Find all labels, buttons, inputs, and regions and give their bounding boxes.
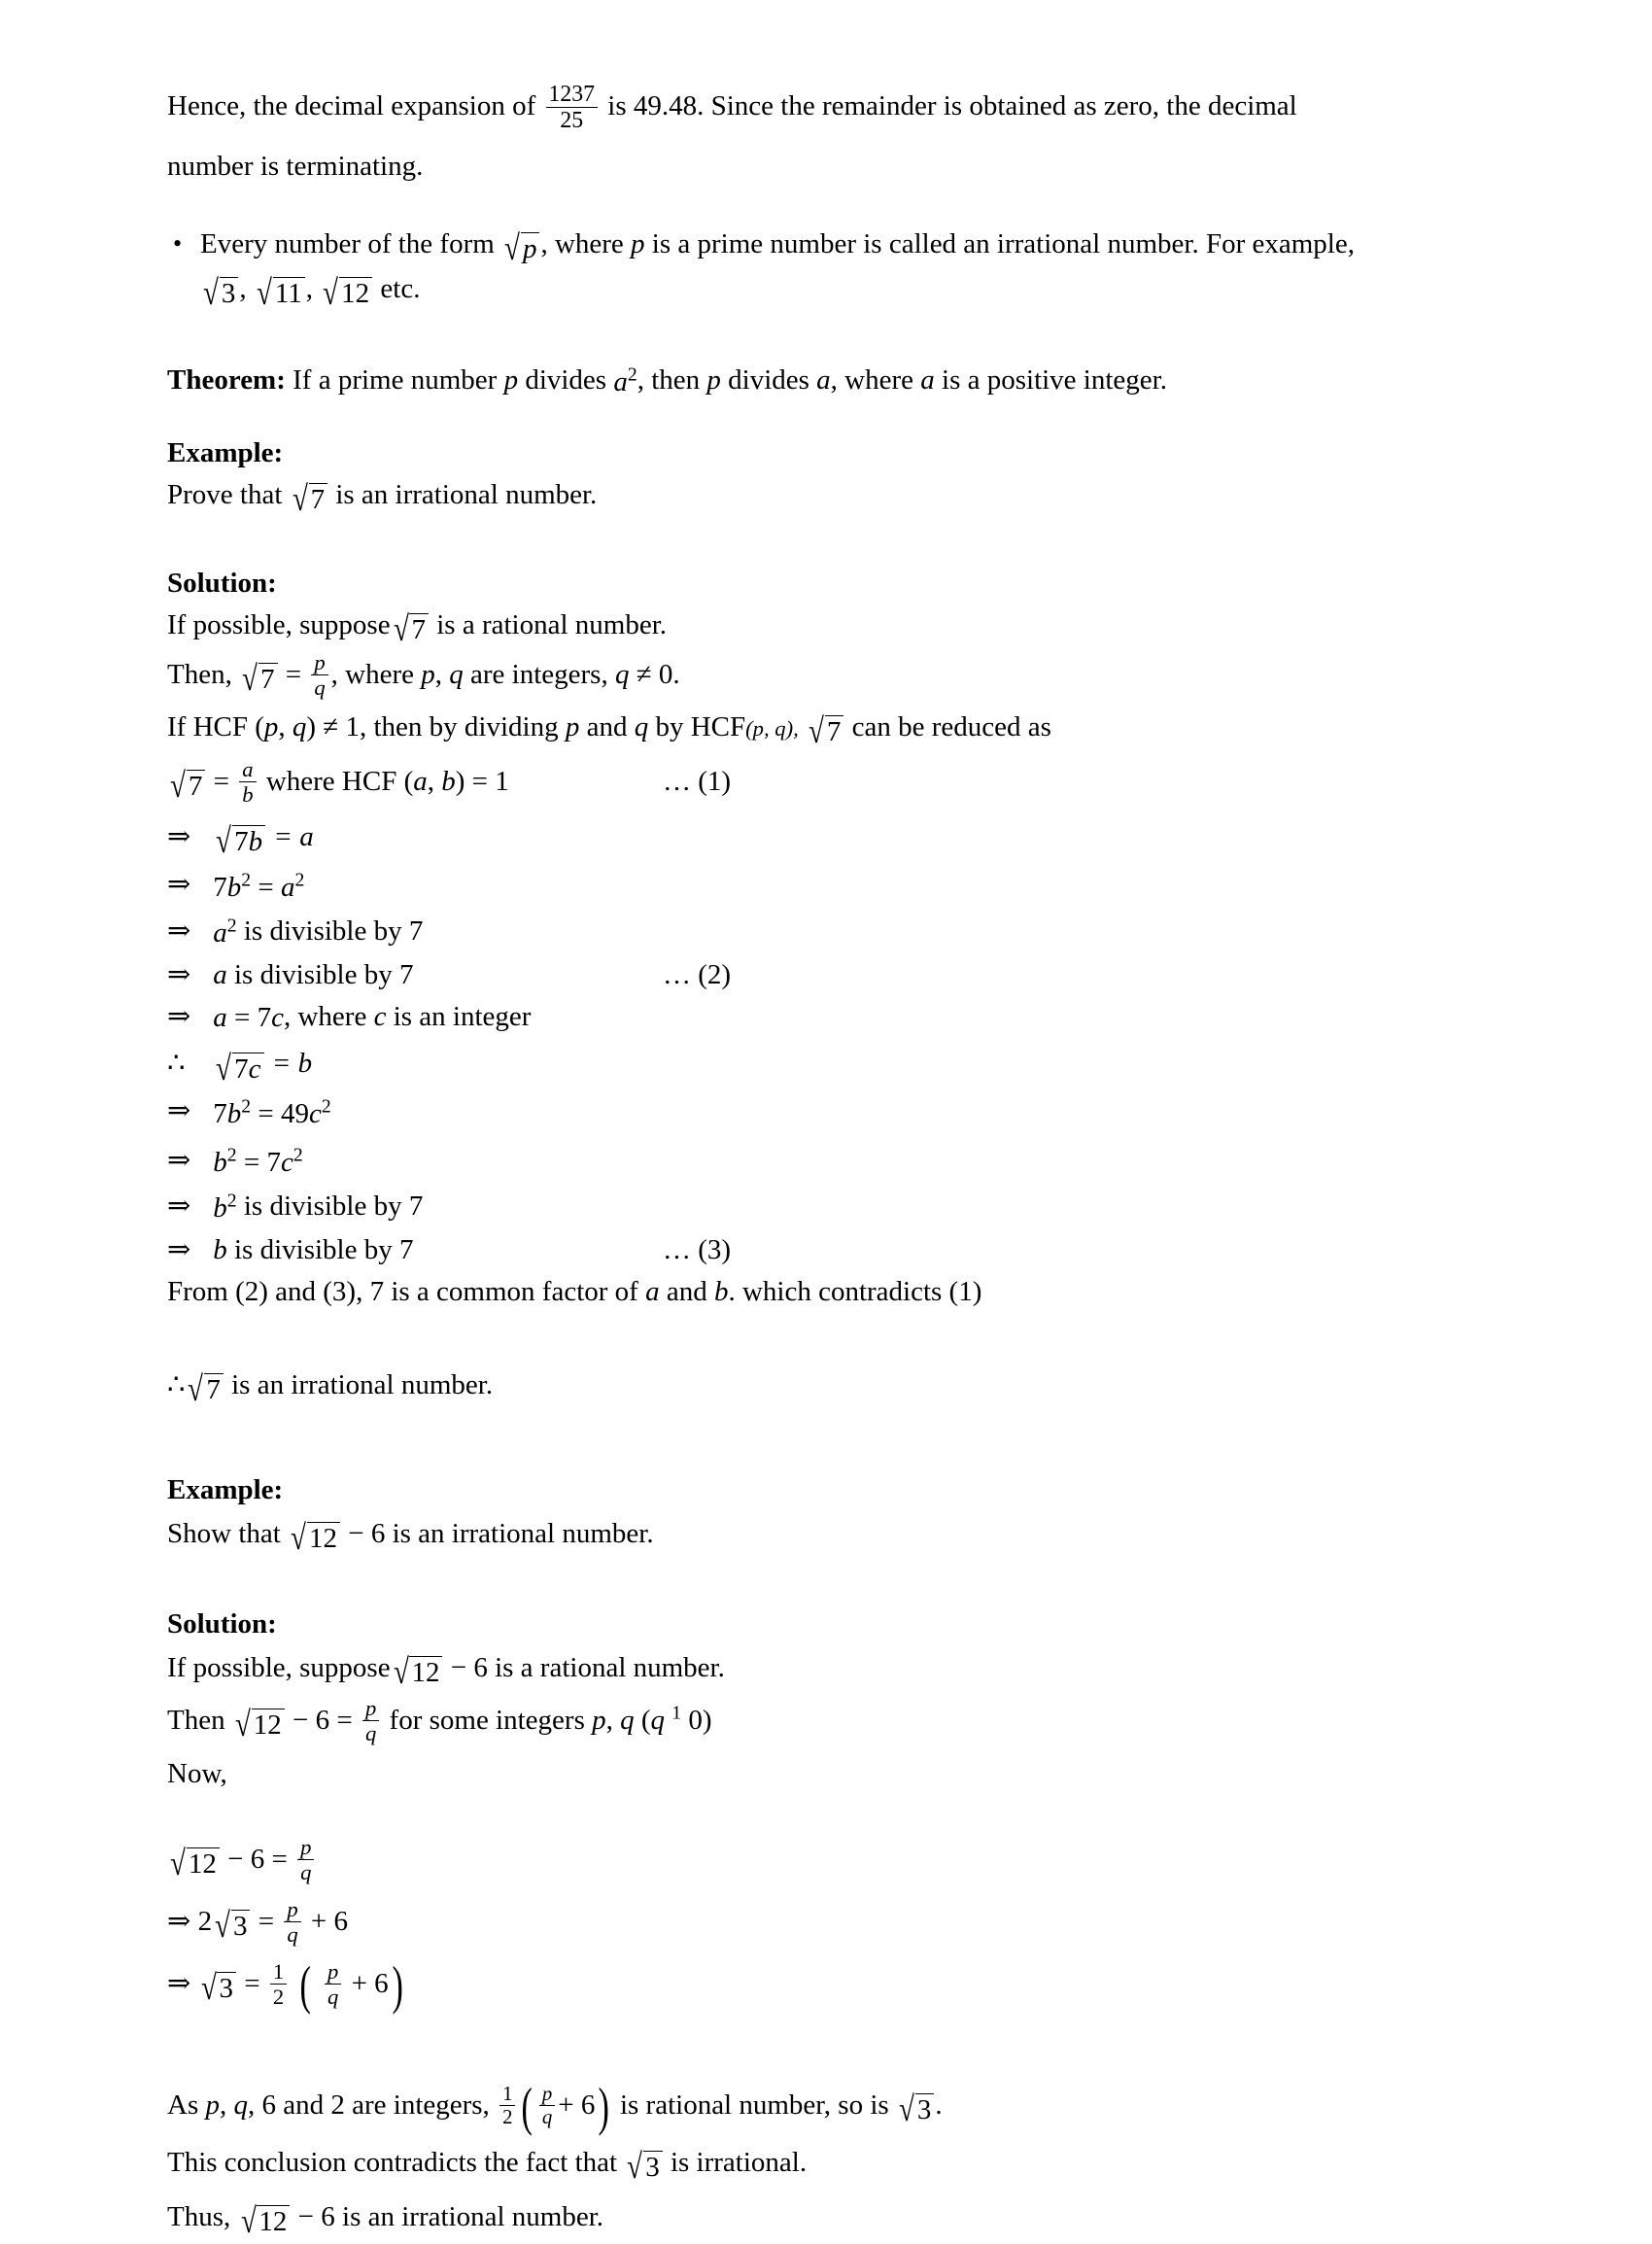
plus-six: + 6 [351, 1967, 389, 1999]
bullet-text [200, 222, 1489, 311]
example2-label: Example: [167, 1473, 284, 1505]
spacer [167, 1410, 1489, 1470]
comma-2: , [305, 273, 313, 304]
radical-sign-icon: √ [200, 1968, 217, 2008]
var-p2: p [565, 711, 580, 743]
radicand: 12 [252, 1709, 285, 1740]
final3-b: is an irrational number. [342, 2200, 604, 2232]
implies-arrow-icon: ⇒ [167, 915, 191, 947]
fraction-numerator: p [325, 1960, 341, 1985]
var-p: p [205, 2089, 220, 2121]
var-q2: q [650, 1704, 666, 1736]
radical-sign-icon: √ [256, 273, 272, 313]
var-q: q [292, 711, 307, 743]
radical-sign-icon: √ [242, 659, 258, 699]
radical-sign-icon: √ [202, 273, 219, 313]
step-b2-eq-7c2 [167, 1137, 1489, 1186]
equals-sign: = [271, 1843, 288, 1875]
radical-sign-icon: √ [188, 1369, 204, 1409]
solution2-final1 [167, 2075, 1489, 2135]
var-a: a [645, 1275, 660, 1307]
var-p: p [263, 711, 279, 743]
final1-b: , 6 and 2 are integers, [247, 2089, 490, 2121]
theorem-line [167, 358, 1489, 404]
var-q2: q [614, 659, 630, 691]
sqrt-12 [168, 1844, 220, 1883]
var-b: b [713, 1275, 729, 1307]
fraction-p-over-q [311, 651, 327, 699]
equation-tag-2: … (2) [663, 958, 732, 990]
implies-arrow-icon: ⇒ [167, 1144, 191, 1176]
solution1-label: Solution: [167, 568, 277, 600]
step-text: is divisible by 7 [234, 958, 414, 990]
equals-sign: = [258, 1905, 275, 1937]
bullet-text-a: Every number of the form [200, 228, 495, 259]
radical-sign-icon: √ [169, 1844, 186, 1883]
equation-tag-3: … (3) [663, 1233, 732, 1265]
spacer [167, 2015, 1489, 2075]
step-b-divisible [167, 1229, 1489, 1271]
intro-paragraph [167, 76, 1489, 136]
equation-b2-eq-7c2: $b^2 = 7c^2$ [213, 1144, 303, 1179]
step-text: is divisible by 7 [234, 1233, 414, 1265]
final2-a: This conclusion contradicts the fact that [167, 2146, 618, 2178]
sqrt-3 [213, 1906, 250, 1946]
fraction-denominator: 25 [560, 108, 584, 134]
solution2-line2-b: for some integers [389, 1704, 585, 1736]
final2-b: is irrational. [670, 2146, 808, 2178]
var-c: c [373, 1000, 387, 1032]
conclusion-text: is an irrational number. [231, 1368, 494, 1400]
paren-open: ( [521, 2076, 533, 2136]
paren-close: ) [598, 2076, 610, 2136]
coefficient-2: 2 [197, 1905, 213, 1937]
solution1-line2-c: are integers, [470, 659, 608, 691]
solution2-eq3 [167, 1952, 1489, 2015]
sqrt-3 [625, 2147, 662, 2187]
sqrt-11 [255, 273, 305, 313]
intro-paragraph-line2 [167, 136, 1489, 196]
spacer [167, 311, 1489, 358]
equation-7b2-eq-a2: $7b^2 = a^2$ [213, 869, 305, 903]
solution1-line2-a: Then, [167, 659, 232, 691]
radical-sign-icon: √ [216, 1048, 232, 1087]
radical-sign-icon: √ [291, 1518, 306, 1558]
implies-arrow-icon: ⇒ [167, 1000, 191, 1032]
theorem-text-a: If a prime number [293, 364, 498, 396]
radicand: 3 [217, 1972, 236, 2003]
radical-sign-icon: √ [393, 609, 409, 649]
radicand: 7 [825, 715, 844, 746]
minus-six: − 6 [297, 2200, 335, 2232]
final1-c: is rational number, so is [619, 2089, 889, 2121]
var-a: a [413, 766, 428, 798]
step-a-divisible [167, 954, 1489, 996]
comma: , [434, 659, 443, 691]
implies-arrow-icon: ⇒ [167, 869, 191, 901]
radical-sign-icon: √ [808, 711, 824, 751]
implies-arrow-icon: ⇒ [167, 821, 191, 853]
radicand: 7c [232, 1053, 263, 1084]
final1-a: As [167, 2089, 199, 2121]
theorem-text-f: is a positive integer. [942, 364, 1167, 396]
solution1-line2-b: , where [330, 659, 415, 691]
fraction-denominator: q [287, 1922, 298, 1948]
comma: , [219, 2089, 227, 2121]
equation-7b2-eq-49c2: $7b^2 = 49c^2$ [213, 1095, 331, 1129]
bullet-etc: etc. [380, 273, 421, 304]
radicand: 7 [258, 663, 278, 694]
step-text-a: , where [283, 1000, 367, 1032]
solution1-line3-d: by HCF [655, 711, 746, 743]
from-line-text: From (2) and (3), 7 is a common factor of [167, 1275, 638, 1307]
paren-close: ) [392, 1954, 403, 2015]
minus-six: − 6 [348, 1517, 386, 1549]
sqrt-7c [214, 1048, 263, 1087]
radical-sign-icon: √ [323, 273, 339, 313]
intro-line2-text: number is terminating. [167, 151, 424, 182]
radicand: 12 [187, 1847, 220, 1879]
implies-arrow-icon: ⇒ [167, 1967, 191, 1999]
comma-1: , [239, 273, 247, 304]
solution2-label: Solution: [167, 1607, 277, 1640]
and-word: and [666, 1275, 707, 1307]
equals-sign: = [285, 659, 302, 691]
bullet-text-c: is a prime number is called an irrational number. For example, [651, 228, 1355, 259]
now-text: Now, [167, 1757, 227, 1789]
radical-sign-icon: √ [240, 2201, 257, 2241]
radicand: 7 [409, 613, 429, 644]
comma: , [278, 711, 293, 743]
example1-prompt [167, 472, 1489, 517]
fraction-numerator: a [239, 758, 256, 782]
example2-prompt-a: Show that [167, 1517, 281, 1549]
radical-sign-icon: √ [393, 1652, 409, 1692]
var-q2: q [634, 711, 649, 743]
var-q: q [449, 659, 464, 691]
comma: , [605, 1704, 613, 1736]
radical-sign-icon: √ [215, 1906, 230, 1946]
sqrt-12 [289, 1518, 340, 1558]
solution1-line3 [167, 702, 1489, 754]
expr-a: a [213, 958, 227, 990]
from-2-and-3-line [167, 1271, 1489, 1313]
fraction-numerator: p [362, 1697, 379, 1721]
fraction-numerator: p [539, 2084, 555, 2106]
base: a [613, 366, 628, 398]
spacer [167, 1799, 1489, 1828]
solution1-line2 [167, 647, 1489, 702]
solution2-line1-b: is a rational number. [495, 1651, 725, 1683]
solution1-line3-a: If HCF ( [167, 711, 264, 743]
solution1-conclusion [167, 1360, 1489, 1410]
radicand: 12 [257, 2205, 290, 2236]
spacer [167, 517, 1489, 564]
equation-a-eq-7c: a = 7c [213, 1002, 284, 1034]
solution2-line1 [167, 1643, 1489, 1692]
radical-sign-icon: √ [292, 479, 308, 519]
variable-p: p [631, 228, 645, 259]
implies-arrow-icon: ⇒ [167, 1191, 191, 1223]
theorem-label: Theorem: [167, 364, 286, 396]
solution2-line1-a: If possible, suppose [167, 1651, 391, 1683]
solution2-final2 [167, 2135, 1489, 2190]
hcf-subscript: (p, q), [745, 716, 799, 742]
theorem-a-squared [613, 360, 637, 404]
radicand: 3 [915, 2093, 935, 2124]
theorem-var-a3: a [920, 364, 935, 396]
expr-b-squared: $b^2$ [213, 1190, 237, 1224]
fraction-p-over-q [325, 1960, 341, 2008]
theorem-var-p2: p [706, 364, 721, 396]
step-7b2-eq-49c2 [167, 1087, 1489, 1136]
theorem-text-c: , then [637, 364, 701, 396]
equals-sign: = [244, 1967, 260, 1999]
theorem-var-p: p [503, 364, 519, 396]
solution2-final3 [167, 2190, 1489, 2244]
sqrt-3 [201, 273, 238, 313]
radical-sign-icon: √ [898, 2089, 914, 2129]
var-p: p [421, 659, 435, 691]
solution1-line1 [167, 603, 1489, 647]
fraction-numerator: p [311, 651, 327, 675]
var-q: q [620, 1704, 635, 1736]
bullet-marker: • [173, 229, 183, 258]
intro-text-after: is 49.48. Since the remainder is obtained as zero, the decimal [607, 90, 1297, 121]
fraction-numerator: p [284, 1898, 300, 1922]
sqrt-7 [291, 479, 327, 519]
step-text: is divisible by 7 [243, 915, 424, 947]
var-q: q [233, 2089, 248, 2121]
fraction-denominator: 2 [272, 1985, 285, 2010]
fraction-denominator: q [364, 1721, 377, 1746]
solution1-line3-e: can be reduced as [851, 711, 1051, 743]
final3-a: Thus, [167, 2200, 231, 2232]
sqrt-7 [240, 659, 277, 699]
exponent: 2 [627, 363, 637, 386]
sqrt-3 [199, 1968, 236, 2008]
minus-six: − 6 [293, 1704, 330, 1736]
radical-sign-icon: √ [234, 1705, 251, 1744]
document-content [167, 76, 1489, 2244]
solution1-line1-b: is a rational number. [436, 609, 668, 641]
therefore-symbol-icon: ∴ [167, 1048, 186, 1080]
fraction-denominator: q [314, 675, 326, 701]
step-sqrt7c-eq-b [167, 1039, 1489, 1087]
solution1-line4 [167, 754, 1489, 809]
sqrt-12 [233, 1705, 285, 1744]
paren-close-zero: 0) [688, 1704, 712, 1736]
solution2-eq1 [167, 1828, 1489, 1890]
fraction-numerator: 1 [499, 2084, 515, 2106]
final1-end: . [935, 2089, 943, 2121]
fraction-numerator: 1 [270, 1960, 287, 1985]
plus-six: + 6 [310, 1905, 348, 1937]
not-equal-zero: ≠ 0. [636, 659, 680, 691]
expr-a-squared: $a^2$ [213, 914, 237, 949]
solution2-line2-a: Then [167, 1704, 225, 1736]
fraction-one-half [270, 1960, 287, 2008]
fraction-p-over-q [539, 2081, 555, 2129]
example1-prompt-b: is an irrational number. [335, 479, 598, 511]
radicand: 7 [309, 483, 328, 514]
sqrt-12 [321, 273, 372, 313]
spacer [167, 1313, 1489, 1360]
radicand: 11 [273, 277, 305, 308]
plus-six: + 6 [558, 2089, 596, 2121]
fraction-p-over-q [297, 1836, 314, 1883]
solution1-line4-b: ) = 1 [455, 766, 509, 798]
equals-sign: = [336, 1704, 353, 1736]
var-b: b [441, 766, 456, 798]
solution1-line3-c: and [586, 711, 628, 743]
from-line-end: . which contradicts (1) [728, 1275, 982, 1307]
solution2-line2 [167, 1692, 1489, 1748]
fraction-numerator: p [297, 1836, 314, 1860]
sqrt-7 [168, 766, 205, 806]
implies-arrow-icon: ⇒ [167, 1095, 191, 1127]
theorem-text-e: , where [830, 364, 914, 396]
fraction-denominator: b [242, 782, 254, 808]
theorem-var-a2: a [816, 364, 831, 396]
fraction-one-half [499, 2081, 515, 2129]
radicand: 12 [307, 1522, 340, 1553]
implies-arrow-icon: ⇒ [167, 1233, 191, 1265]
derivation-steps [167, 812, 1489, 1313]
step-b2-divisible [167, 1186, 1489, 1229]
bullet-text-b: , where [540, 228, 624, 259]
radicand: 3 [231, 1910, 251, 1941]
paren-open: ( [640, 1704, 651, 1736]
minus-six: − 6 [450, 1651, 488, 1683]
sqrt-7 [807, 711, 843, 751]
fraction-denominator: 2 [502, 2105, 513, 2129]
example1-prompt-a: Prove that [167, 479, 283, 511]
fraction-denominator: q [327, 1985, 339, 2010]
solution1-line3-b: ) ≠ 1, then by dividing [306, 711, 559, 743]
equation-tag-1: … (1) [663, 766, 732, 798]
equation-rhs: = a [273, 821, 314, 853]
example1-label: Example: [167, 437, 284, 469]
equals-sign: = [213, 766, 230, 798]
step-text-b: is an integer [393, 1000, 532, 1032]
implies-arrow-icon: ⇒ [167, 958, 191, 990]
radical-sign-icon: √ [169, 766, 186, 806]
step-a2-divisible [167, 911, 1489, 954]
fraction-denominator: q [541, 2105, 553, 2129]
spacer [167, 1558, 1489, 1605]
paren-open: ( [299, 1954, 312, 2015]
radical-sign-icon: √ [216, 821, 232, 861]
radicand: 12 [339, 277, 372, 308]
sqrt-p [502, 228, 539, 268]
solution2-eq2 [167, 1890, 1489, 1952]
fraction-numerator: 1237 [546, 83, 599, 108]
theorem-text-b: divides [525, 364, 607, 396]
radicand: 7b [232, 825, 265, 856]
sqrt-3 [897, 2089, 934, 2129]
intro-text-before: Hence, the decimal expansion of [167, 90, 536, 121]
therefore-symbol-icon: ∴ [167, 1368, 186, 1400]
radicand: 3 [643, 2151, 663, 2182]
equation-rhs: = b [271, 1048, 313, 1080]
sqrt-7 [392, 609, 429, 649]
example2-prompt-b: is an irrational number. [392, 1517, 654, 1549]
comma: , [427, 766, 442, 798]
theorem-text-d: divides [728, 364, 809, 396]
fraction-p-over-q [362, 1697, 379, 1744]
step-sqrt7b-eq-a [167, 812, 1489, 861]
solution1-line4-a: where HCF ( [265, 766, 414, 798]
sqrt-12 [392, 1652, 443, 1692]
example2-prompt [167, 1509, 1489, 1558]
implies-arrow-icon: ⇒ [167, 1905, 191, 1937]
superscript-one: 1 [671, 1702, 682, 1724]
fraction-denominator: q [300, 1860, 312, 1885]
sqrt-7 [186, 1369, 223, 1409]
radicand: 7 [204, 1373, 224, 1404]
expr-b: b [213, 1233, 227, 1265]
var-p: p [592, 1704, 606, 1736]
step-text: is divisible by 7 [243, 1191, 424, 1223]
radicand: p [521, 232, 540, 263]
radicand: 7 [187, 770, 206, 801]
bullet-item-irrational-form [167, 222, 1489, 311]
step-a-eq-7c [167, 996, 1489, 1040]
solution1-line1-a: If possible, suppose [167, 609, 391, 641]
step-7b2-eq-a2 [167, 861, 1489, 910]
spacer [167, 404, 1489, 433]
fraction-1237-over-25 [546, 83, 599, 132]
sqrt-12 [239, 2201, 291, 2241]
solution2-now [167, 1748, 1489, 1799]
minus-six: − 6 [227, 1843, 265, 1875]
sqrt-7b [214, 821, 265, 861]
radicand: 3 [220, 277, 239, 308]
radical-sign-icon: √ [627, 2147, 643, 2187]
fraction-p-over-q [284, 1898, 300, 1946]
fraction-a-over-b [239, 758, 256, 806]
radicand: 12 [409, 1656, 442, 1687]
radical-sign-icon: √ [504, 228, 520, 268]
